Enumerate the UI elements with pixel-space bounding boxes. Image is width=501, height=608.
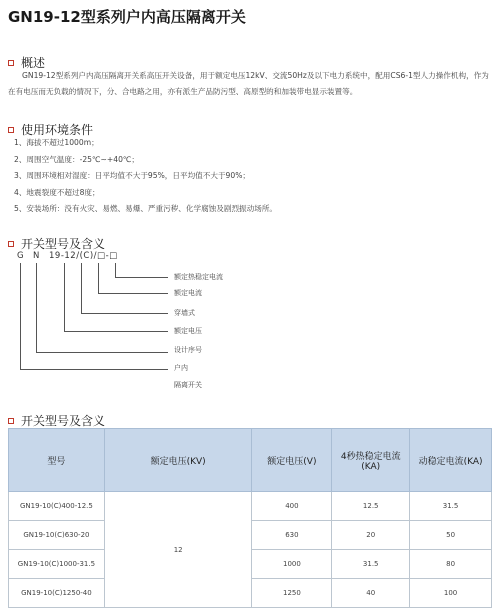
table-cell-thermal: 31.5 — [332, 550, 410, 579]
connector-line — [20, 263, 21, 369]
overview-text: GN19-12型系列户内高压隔离开关系高压开关设备，用于额定电压12kV、交流50Hz及以下电力系统中，配用CS6-1型人力操作机构，作为在有电压而无负载的情况下，分、合电路之用，亦有派生产品防污型、高原型的和加装带电显示装置等。 — [8, 71, 489, 96]
bullet-square-icon — [8, 241, 14, 247]
table-header-cell: 动稳定电流(KA) — [410, 429, 492, 492]
page-title: GN19-12型系列户内高压隔离开关 — [8, 8, 246, 26]
connector-line — [81, 313, 168, 314]
code-part: / — [76, 251, 80, 261]
model-code — [17, 251, 118, 261]
code-label: 额定电压 — [174, 327, 202, 335]
code-part: N — [33, 251, 40, 261]
connector-line — [64, 331, 168, 332]
table-header-cell: 额定电压(V) — [252, 429, 332, 492]
table-cell-rated-voltage: 12 — [104, 492, 252, 608]
code-part: - — [105, 251, 110, 261]
table-cell-model: GN19-10(C)630-20 — [9, 521, 105, 550]
table-cell-thermal: 20 — [332, 521, 410, 550]
table-cell-thermal: 12.5 — [332, 492, 410, 521]
env-list-item: 5、安装场所：没有火灾、易燃、易爆、严重污秽、化学腐蚀及剧烈振动场所。 — [14, 204, 278, 213]
table-cell-dynamic: 80 — [410, 550, 492, 579]
table-cell-model: GN19-10(C)400-12.5 — [9, 492, 105, 521]
connector-line — [98, 263, 99, 293]
table-row — [9, 492, 492, 521]
bullet-square-icon — [8, 418, 14, 424]
section-heading-label: 使用环境条件 — [21, 123, 94, 137]
table-cell-dynamic: 31.5 — [410, 492, 492, 521]
code-part: (C) — [79, 251, 94, 261]
connector-line — [64, 263, 65, 331]
code-part: / — [93, 251, 98, 261]
connector-line — [81, 263, 82, 313]
code-label: 隔离开关 — [174, 381, 202, 389]
connector-line — [98, 293, 168, 294]
table-cell-thermal: 40 — [332, 579, 410, 608]
code-part: □ — [109, 251, 118, 261]
table-cell-dynamic: 100 — [410, 579, 492, 608]
code-label: 额定热稳定电流 — [174, 273, 223, 281]
table-header-cell: 型号 — [9, 429, 105, 492]
table-cell-dynamic: 50 — [410, 521, 492, 550]
table-cell-current: 1250 — [252, 579, 332, 608]
table-cell-current: 630 — [252, 521, 332, 550]
section-table-heading — [8, 412, 105, 429]
env-list — [14, 135, 277, 218]
connector-line — [115, 277, 168, 278]
code-label: 户内 — [174, 364, 188, 372]
code-part: □ — [97, 251, 106, 261]
table-header-cell: 额定电压(KV) — [104, 429, 252, 492]
section-heading-label: 概述 — [21, 56, 46, 70]
table-cell-model: GN19-10(C)1250-40 — [9, 579, 105, 608]
connector-line — [20, 369, 168, 370]
table-cell-current: 400 — [252, 492, 332, 521]
connector-line — [36, 263, 37, 352]
table-cell-model: GN19-10(C)1000-31.5 — [9, 550, 105, 579]
section-model-heading — [8, 235, 105, 252]
table-header-cell: 4秒热稳定电流(KA) — [332, 429, 410, 492]
table-header-row — [9, 429, 492, 492]
code-part: G — [17, 251, 25, 261]
bullet-square-icon — [8, 60, 14, 66]
code-label: 额定电流 — [174, 289, 202, 297]
code-label: 设计序号 — [174, 346, 202, 354]
env-list-item: 4、地震裂度不超过8度； — [14, 187, 100, 197]
section-heading-label: 开关型号及含义 — [21, 237, 106, 251]
connector-line — [36, 352, 168, 353]
section-heading-label: 开关型号及含义 — [21, 414, 106, 428]
spec-table — [8, 428, 492, 608]
env-list-item: 2、周围空气温度：-25℃~+40℃； — [14, 154, 140, 164]
bullet-square-icon — [8, 127, 14, 133]
code-part: 19-12 — [49, 251, 77, 261]
code-label: 穿墙式 — [174, 309, 195, 317]
env-list-item: 3、周围环境相对湿度：日平均值不大于95%，日平均值不大于90%； — [14, 171, 251, 180]
table-cell-current: 1000 — [252, 550, 332, 579]
connector-line — [115, 263, 116, 277]
env-list-item: 1、海拔不超过1000m； — [14, 138, 99, 147]
